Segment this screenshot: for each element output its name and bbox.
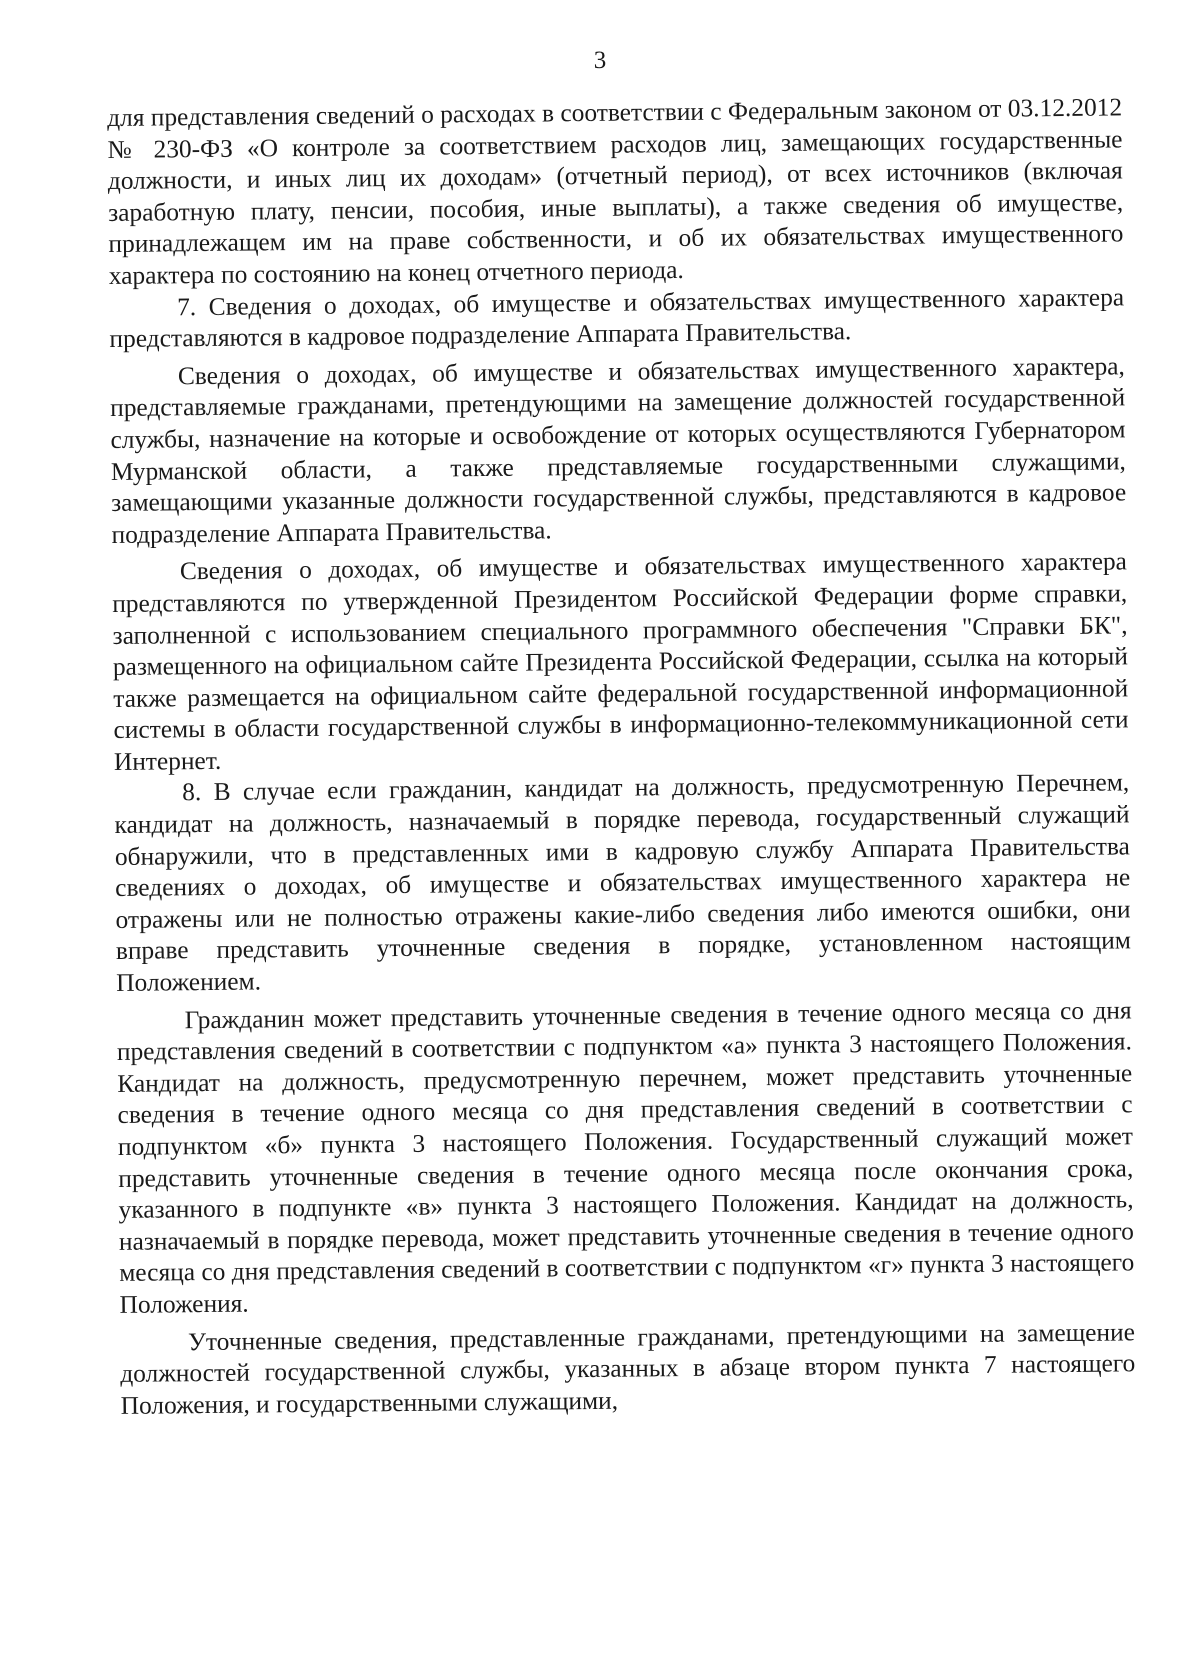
paragraph-item-7: 7. Сведения о доходах, об имуществе и обязательствах имущественного характера представляются в кадровое подразделение Аппарата Правительства. bbox=[109, 282, 1125, 354]
paragraph-item-8-second: Гражданин может представить уточненные сведения в течение одного месяца со дня представления сведений в соответствии с подпунктом «а» пункта 3 настоящего Положения. Кандидат на должность, предусмотренную перечнем, может представить уточненные сведения в течение одного месяца со дня представления сведений в соответствии с подпунктом «б» пункта 3 настоящего Положения. Государственный служащий может представить уточненные сведения в течение одного месяца после окончания срока, указанного в подпункте «в» пункта 3 настоящего Положения. Кандидат на должность, назначаемый в порядке перевода, может представить уточненные сведения в течение одного месяца со дня представления сведений в соответствии с подпунктом «г» пункта 3 настоящего Положения. bbox=[116, 995, 1135, 1319]
document-body bbox=[107, 92, 1136, 1422]
paragraph-continuation: для представления сведений о расходах в соответствии с Федеральным законом от 03.12.2012 № 230-ФЗ «О контроле за соответствием расходов лиц, замещающих государственные должности, и иных лиц их доходам» (отчетный период), от всех источников (включая заработную плату, пенсии, пособия, иные выплаты), а также сведения об имуществе, принадлежащем им на праве собственности, и об их обязательствах имущественного характера по состоянию на конец отчетного периода. bbox=[107, 93, 1124, 290]
paragraph-item-8-third: Уточненные сведения, представленные гражданами, претендующими на замещение должностей государственной службы, указанных в абзаце втором пункта 7 настоящего Положения, и государственными служащими, bbox=[120, 1317, 1136, 1420]
paragraph-item-8: 8. В случае если гражданин, кандидат на должность, предусмотренную Перечнем, кандидат на должность, назначаемый в порядке перевода, государственный служащий обнаружили, что в представленных ими в кадровую службу Аппарата Правительства сведениях о доходах, об имуществе и обязательствах имущественного характера не отражены или не полностью отражены какие-либо сведения либо имеются ошибки, они вправе представить уточненные сведения в порядке, установленном настоящим Положением. bbox=[114, 768, 1131, 997]
paragraph-item-7-third: Сведения о доходах, об имуществе и обязательствах имущественного характера представляются по утвержденной Президентом Российской Федерации форме справки, заполненной с использованием специального программного обеспечения "Справки БК", размещенного на официальном сайте Президента Российской Федерации, ссылка на который также размещается на официальном сайте федеральной государственной информационной системы в области государственной службы в информационно-телекоммуникационной сети Интернет. bbox=[112, 547, 1129, 776]
page-number: 3 bbox=[593, 47, 607, 74]
paragraph-item-7-second: Сведения о доходах, об имуществе и обязательствах имущественного характера, представляемые гражданами, претендующими на замещение должностей государственной службы, назначение на которые и освобождение от которых осуществляются Губернатором Мурманской области, а также представляемые государственными служащими, замещающими указанные должности государственной службы, представляются в кадровое подразделение Аппарата Правительства. bbox=[110, 352, 1127, 549]
